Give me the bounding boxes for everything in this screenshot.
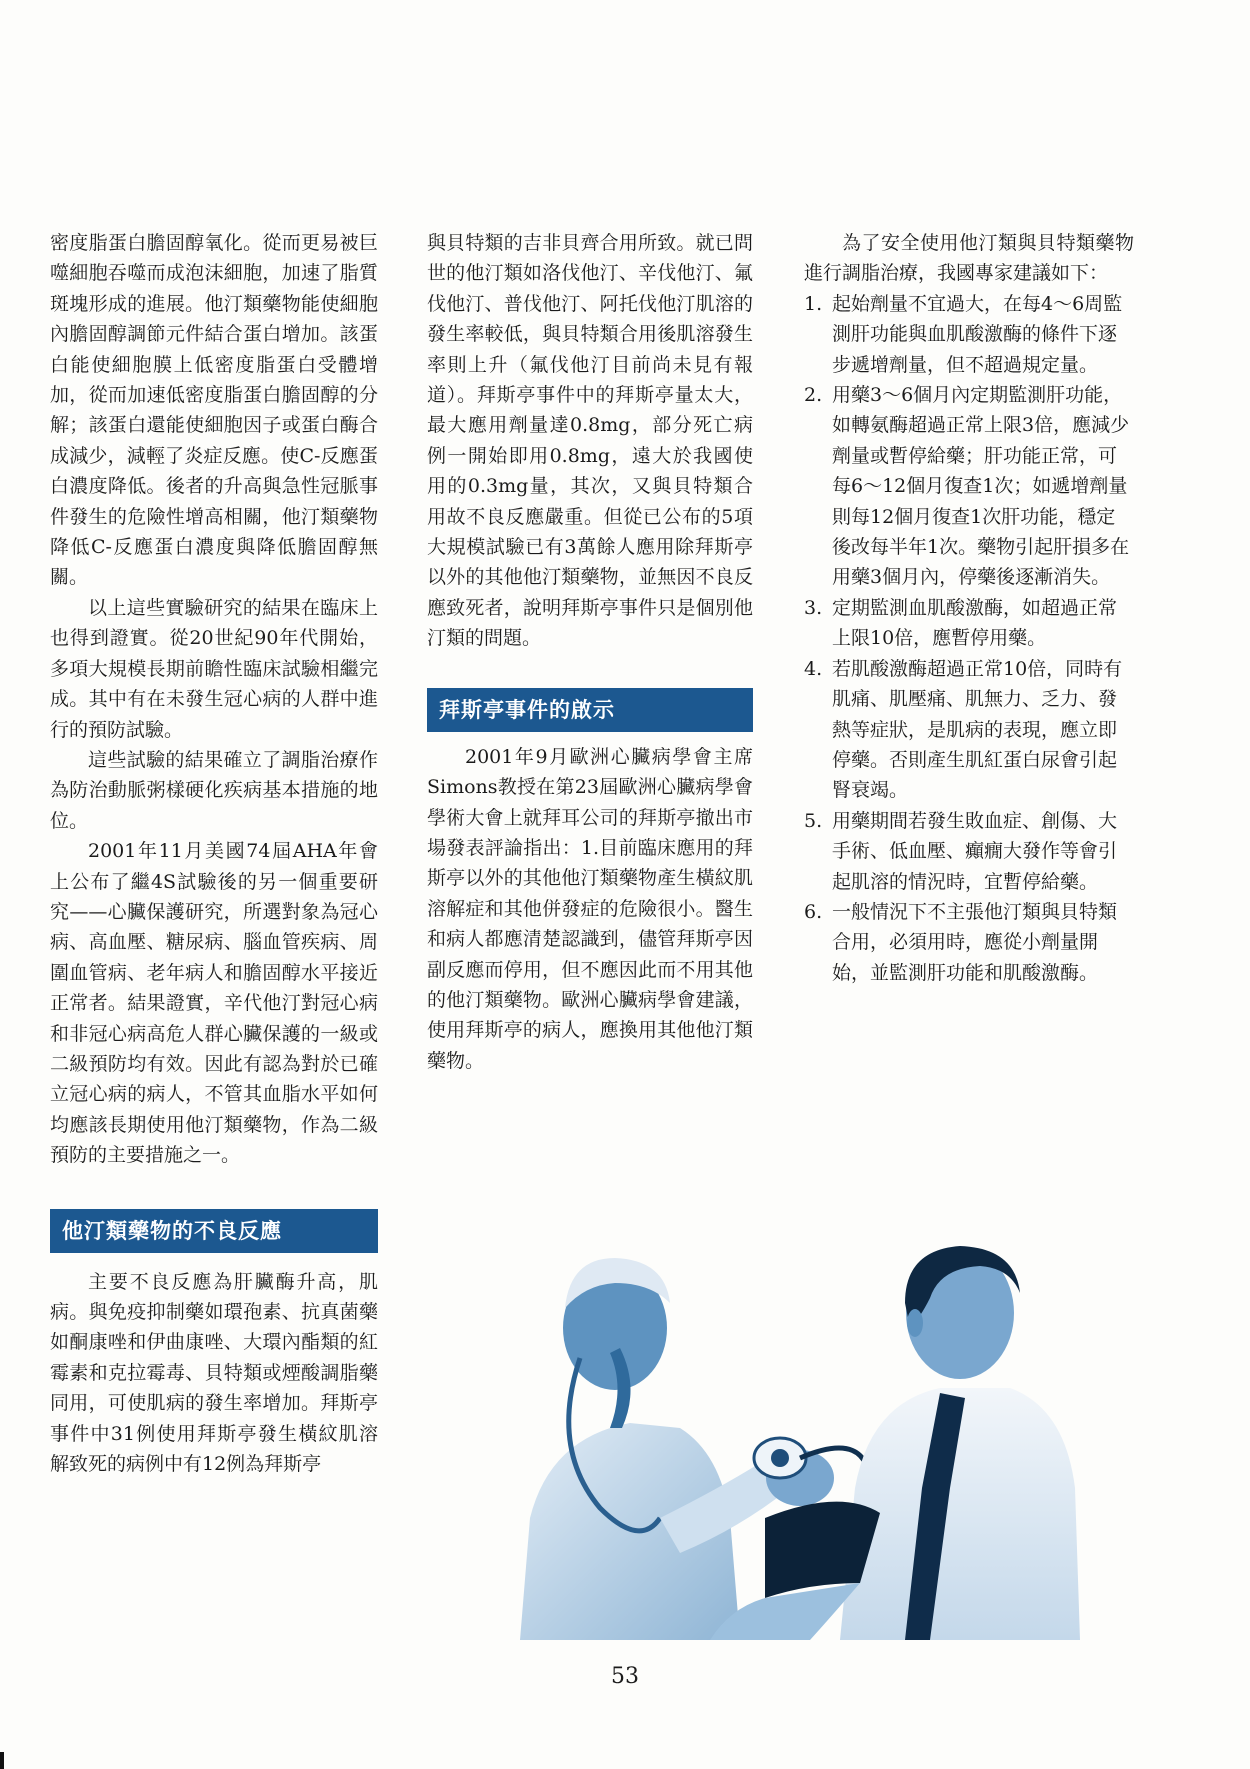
paragraph: 與貝特類的吉非貝齊合用所致。就已問世的他汀類如洛伐他汀、辛伐他汀、氟伐他汀、普伐他汀、阿托伐他汀肌溶的發生率較低，與貝特類合用後肌溶發生率則上升（氟伐他汀目前尚未見有報道）。拜斯亭事件中的拜斯亭量太大，最大應用劑量達0.8mg，部分死亡病例一開始即用0.8mg，遠大於我國使用的0.3mg量，其次，又與貝特類合用故不良反應嚴重。但從已公布的5項大規模試驗已有3萬餘人應用除拜斯亭以外的其他他汀類藥物，並無因不良反應致死者，說明拜斯亭事件只是個別他汀類的問題。 [427,232,753,650]
paragraph: 密度脂蛋白膽固醇氧化。從而更易被巨噬細胞吞噬而成泡沫細胞，加速了脂質斑塊形成的進展。他汀類藥物能使細胞內膽固醇調節元件結合蛋白增加。該蛋白能使細胞膜上低密度脂蛋白受體增加，從而加速低密度脂蛋白膽固醇的分解；該蛋白還能使細胞因子或蛋白酶合成減少，減輕了炎症反應。使C-反應蛋白濃度降低。後者的升高與急性冠脈事件發生的危險性增高相關，他汀類藥物降低C-反應蛋白濃度與降低膽固醇無關。 [50,232,378,589]
scan-edge-mark [0,1752,4,1769]
paragraph: 這些試驗的結果確立了調脂治療作為防治動脈粥樣硬化疾病基本措施的地位。 [50,748,378,832]
list-item-text: 用藥3～6個月內定期監測肝功能，如轉氨酶超過正常上限3倍，應減少劑量或暫停給藥；肝功能正常，可每6～12個月復查1次；如遞增劑量則每12個月復查1次肝功能，穩定後改每半年1次。藥物引起肝損多在用藥3個月內，停藥後逐漸消失。 [832,384,1130,589]
column-right [804,228,1134,988]
recommendations-list [804,289,1134,988]
list-item-text: 用藥期間若發生敗血症、創傷、大手術、低血壓、癲癇大發作等會引起肌溶的情況時，宜暫停給藥。 [832,809,1118,893]
list-item-number: 6. [804,900,823,923]
list-item-number: 5. [804,809,823,832]
list-item [804,654,1134,806]
list-item-text: 若肌酸激酶超過正常10倍，同時有肌痛、肌壓痛、肌無力、乏力、發熱等症狀，是肌病的表現，應立即停藥。否則產生肌紅蛋白尿會引起腎衰竭。 [832,657,1123,802]
paragraph: 2001年9月歐洲心臟病學會主席Simons教授在第23屆歐洲心臟病學會學術大會上就拜耳公司的拜斯亭撤出市場發表評論指出：1.目前臨床應用的拜斯亭以外的其他他汀類藥物產生橫紋肌溶解症和其他併發症的危險很小。醫生和病人都應清楚認識到，儘管拜斯亭因副反應而停用，但不應因此而不用其他的他汀類藥物。歐洲心臟病學會建議，使用拜斯亭的病人，應換用其他他汀類藥物。 [427,745,753,1072]
doctor-patient-blood-pressure-photo [510,1188,1080,1640]
list-item-text: 一般情況下不主張他汀類與貝特類合用，必須用時，應從小劑量開始，並監測肝功能和肌酸激酶。 [832,900,1118,984]
paragraph: 以上這些實驗研究的結果在臨床上也得到證實。從20世紀90年代開始，多項大規模長期前瞻性臨床試驗相繼完成。其中有在未發生冠心病的人群中進行的預防試驗。 [50,596,378,741]
recommendations-intro: 為了安全使用他汀類與貝特類藥物進行調脂治療，我國專家建議如下： [804,232,1134,285]
list-item [804,897,1134,988]
list-item-number: 1. [804,292,823,315]
list-item-number: 3. [804,596,823,619]
list-item-text: 定期監測血肌酸激酶，如超過正常上限10倍，應暫停用藥。 [832,596,1118,650]
paragraph: 主要不良反應為肝臟酶升高，肌病。與免疫抑制藥如環孢素、抗真菌藥如酮康唑和伊曲康唑、大環內酯類的紅霉素和克拉霉毒、貝特類或煙酸調脂藥同用，可使肌病的發生率增加。拜斯亭事件中31例使用拜斯亭發生橫紋肌溶解致死的病例中有12例為拜斯亭 [50,1270,378,1476]
list-item [804,806,1134,897]
column-left [50,228,378,1479]
list-item [804,289,1134,380]
paragraph: 2001年11月美國74屆AHA年會上公布了繼4S試驗後的另一個重要研究——心臟保護研究，所選對象為冠心病、高血壓、糖尿病、腦血管疾病、周圍血管病、老年病人和膽固醇水平接近正常者。結果證實，辛代他汀對冠心病和非冠心病高危人群心臟保護的一級或二級預防均有效。因此有認為對於已確立冠心病的病人，不管其血脂水平如何均應該長期使用他汀類藥物，作為二級預防的主要措施之一。 [50,840,378,1167]
list-item [804,380,1134,593]
column-middle [427,228,753,1076]
list-item-number: 2. [804,384,823,407]
page-number: 53 [611,1664,639,1689]
section-heading-baycol-lessons: 拜斯亭事件的啟示 [427,688,753,732]
list-item [804,593,1134,654]
list-item-text: 起始劑量不宜過大，在每4～6周監測肝功能與血肌酸激酶的條件下逐步遞增劑量，但不超過規定量。 [832,292,1123,376]
list-item-number: 4. [804,657,823,680]
section-heading-adverse-reactions: 他汀類藥物的不良反應 [50,1209,378,1253]
